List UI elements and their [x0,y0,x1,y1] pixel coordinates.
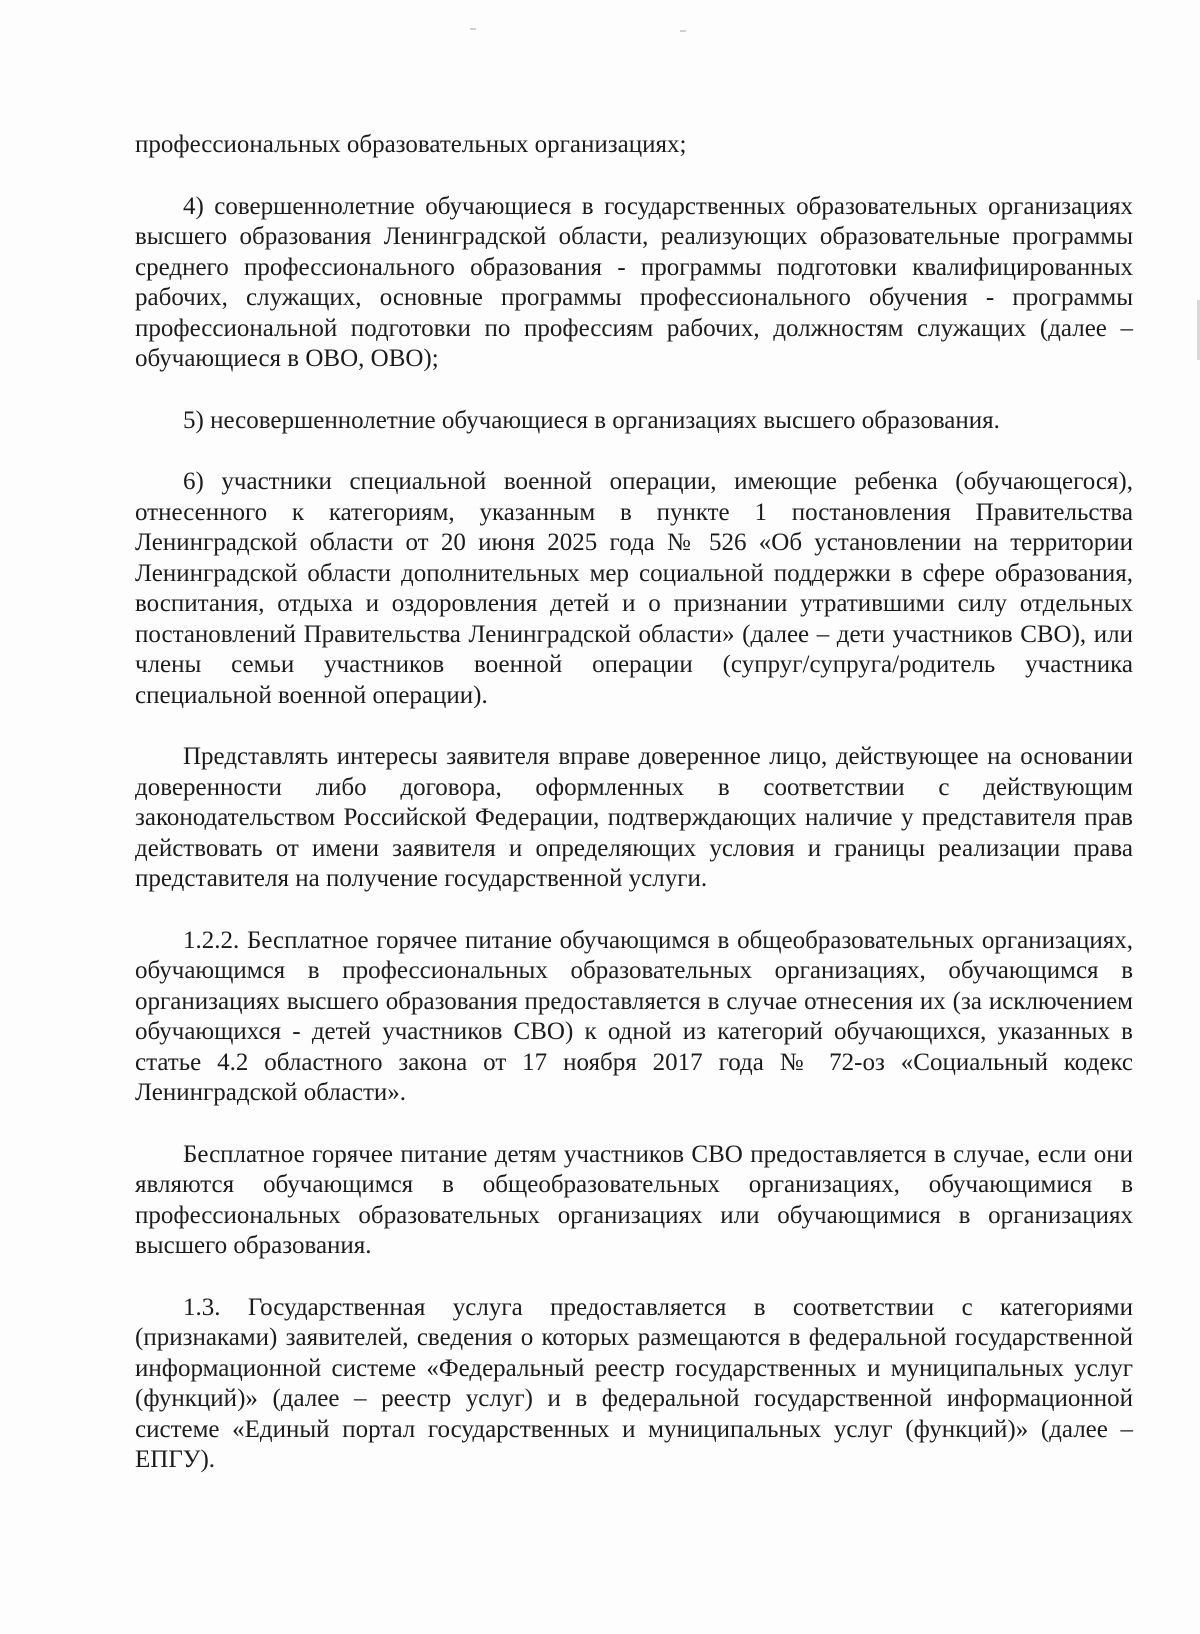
document-body [135,130,1133,1507]
paragraph-continuation: профессиональных образовательных организациях; [135,131,687,158]
scan-speck [680,30,686,32]
scan-speck [470,28,476,30]
paragraph-item-4: 4) совершеннолетние обучающиеся в государственных образовательных организациях высшего образования Ленинградской области, реализующих образовательные программы среднего профессионального образования - программы подготовки квалифицированных рабочих, служащих, основные программы профессионального обучения - программы профессиональной подготовки по профессиям рабочих, должностям служащих (далее – обучающиеся в ОВО, ОВО); [135,192,1133,372]
paragraph-item-6: 6) участники специальной военной операции, имеющие ребенка (обучающегося), отнесенного к категориям, указанным в пункте 1 постановления Правительства Ленинградской области от 20 июня 2025 года № 526 «Об установлении на территории Ленинградской области дополнительных мер социальной поддержки в сфере образования, воспитания, отдыха и оздоровления детей и о признании утратившими силу отдельных постановлений Правительства Ленинградской области» (далее – дети участников СВО), или члены семьи участников военной операции (супруг/супруга/родитель участника специальной военной операции). [135,468,1133,709]
paragraph-item-5: 5) несовершеннолетние обучающиеся в организациях высшего образования. [183,406,1000,434]
paragraph-1-3: 1.3. Государственная услуга предоставляется в соответствии с категориями (признаками) заявителей, сведения о которых размещаются в федеральной государственной информационной системе «Федеральный реестр государственных и муниципальных услуг (функций)» (далее – реестр услуг) и в федеральной государственной информационной системе «Единый портал государственных и муниципальных услуг (функций)» (далее – ЕПГУ). [135,1293,1133,1473]
paragraph-svo-meals: Бесплатное горячее питание детям участников СВО предоставляется в случае, если они являются обучающимся в общеобразовательных организациях, обучающимися в профессиональных образовательных организациях или обучающимися в организациях высшего образования. [135,1140,1133,1259]
paragraph-1-2-2: 1.2.2. Бесплатное горячее питание обучающимся в общеобразовательных организациях, обучающимся в профессиональных образовательных организациях, обучающимся в организациях высшего образования предоставляется в случае отнесения их (за исключением обучающихся - детей участников СВО) к одной из категорий обучающихся, указанных в статье 4.2 областного закона от 17 ноября 2017 года № 72-оз «Социальный кодекс Ленинградской области». [135,926,1133,1106]
paragraph-representative: Представлять интересы заявителя вправе доверенное лицо, действующее на основании доверенности либо договора, оформленных в соответствии с действующим законодательством Российской Федерации, подтверждающих наличие у представителя прав действовать от имени заявителя и определяющих условия и границы реализации права представителя на получение государственной услуги. [135,743,1133,892]
